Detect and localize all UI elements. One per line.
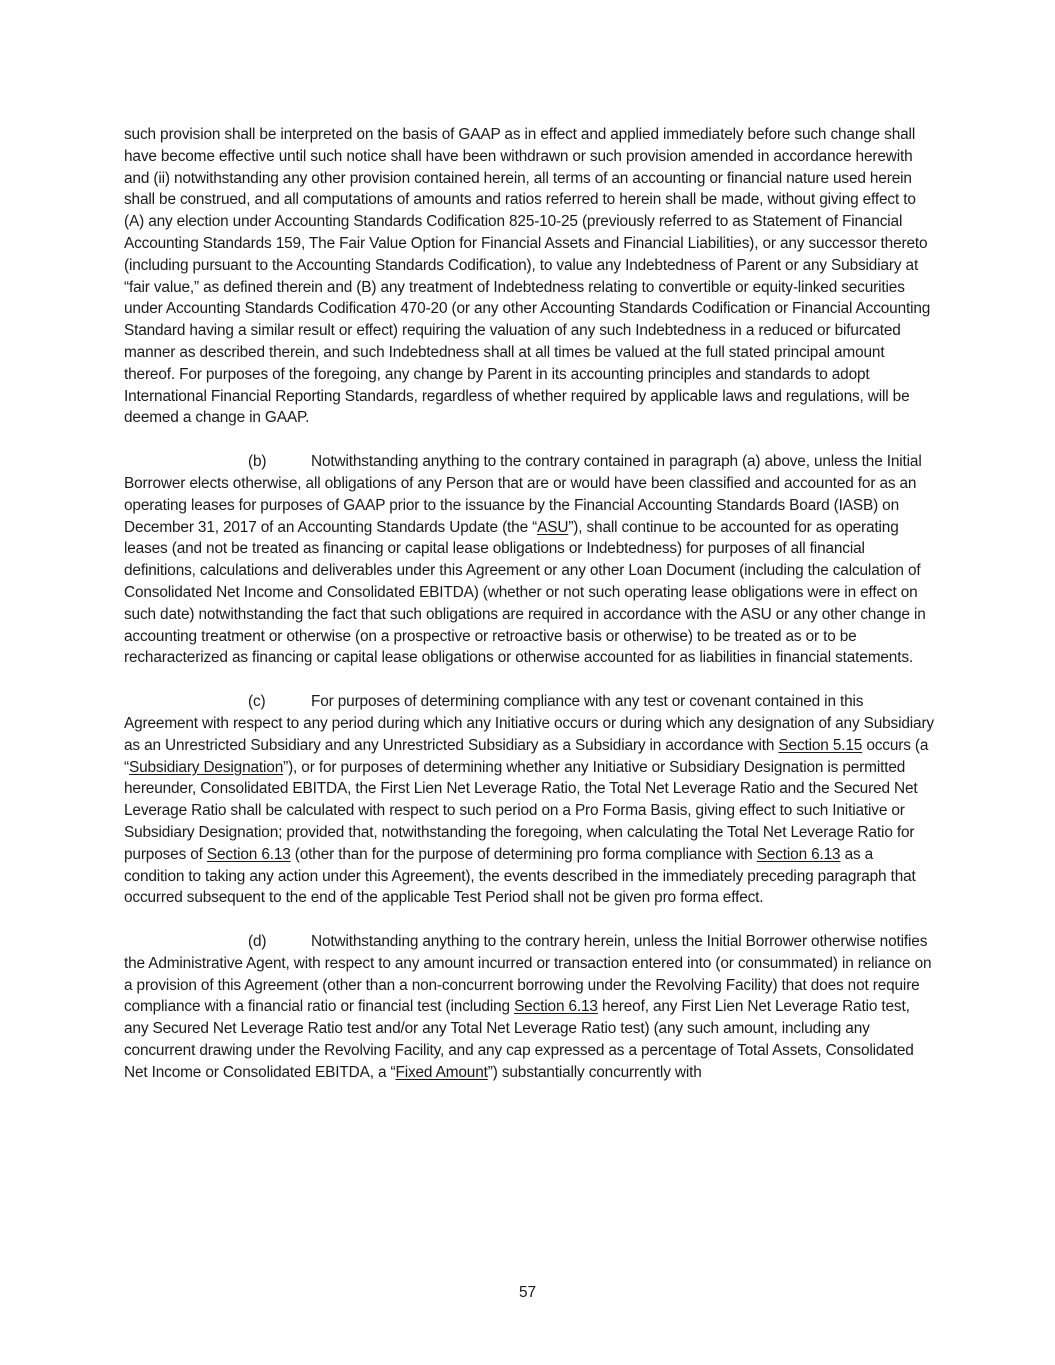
paragraph-c-text-4: (other than for the purpose of determining pro forma compliance with [290, 845, 757, 863]
section-reference-5-15: Section 5.15 [778, 736, 863, 754]
section-reference-6-13: Section 6.13 [756, 845, 841, 863]
paragraph-d-marker: (d) [248, 933, 267, 951]
page-number: 57 [518, 1284, 537, 1301]
paragraph-b [124, 451, 936, 669]
paragraph-c-text-5: as a condition to taking any action under this Agreement), the events described in the immediately preceding paragraph that occurred subsequent to the end of the applicable Test Period shall not be given pro forma effect. [124, 845, 916, 907]
paragraph-c-text-1: For purposes of determining compliance with any test or covenant contained in this Agreement with respect to any period during which any Initiative occurs or during which any designation of any Subsidiary as an Unrestricted Subsidiary and any Unrestricted Subsidiary as a Subsidiary in accordance with [124, 693, 934, 754]
paragraph-spacer [124, 909, 936, 931]
paragraph-d-text-2: hereof, any First Lien Net Leverage Ratio test, any Secured Net Leverage Ratio test and/or any Total Net Leverage Ratio test) (any such amount, including any concurrent drawing under the Revolving Facility, and any cap expressed as a percentage of Total Assets, Consolidated Net Income or Consolidated EBITDA, a “ [124, 998, 914, 1081]
document-body [124, 124, 936, 1084]
section-reference-6-13: Section 6.13 [514, 998, 598, 1016]
paragraph-spacer [124, 429, 936, 451]
paragraph-c-text-2: occurs (a “ [124, 736, 929, 776]
paragraph-d [124, 931, 936, 1084]
paragraph-spacer [124, 669, 936, 691]
paragraph-d-text-1: Notwithstanding anything to the contrary herein, unless the Initial Borrower otherwise notifies the Administrative Agent, with respect to any amount incurred or transaction entered into (or consummated) in reliance on a provision of this Agreement (other than a non-concurrent borrowing under the Revolving Facility) that does not require compliance with a financial ratio or financial test (including [124, 933, 932, 1016]
paragraph-a-continuation: such provision shall be interpreted on the basis of GAAP as in effect and applied immediately before such change shall have become effective until such notice shall have been withdrawn or such provision amended in accordance herewith and (ii) notwithstanding any other provision contained herein, all terms of an accounting or financial nature used herein shall be construed, and all computations of amounts and ratios referred to herein shall be made, without giving effect to (A) any election under Accounting Standards Codification 825-10-25 (previously referred to as Statement of Financial Accounting Standards 159, The Fair Value Option for Financial Assets and Financial Liabilities), or any successor thereto (including pursuant to the Accounting Standards Codification), to value any Indebtedness of Parent or any Subsidiary at “fair value,” as defined therein and (B) any treatment of Indebtedness relating to convertible or equity-linked securities under Accounting Standards Codification 470-20 (or any other Accounting Standards Codification or Financial Accounting Standard having a similar result or effect) requiring the valuation of any such Indebtedness in a reduced or bifurcated manner as described therein, and such Indebtedness shall at all times be valued at the full stated principal amount thereof. For purposes of the foregoing, any change by Parent in its accounting principles and standards to adopt International Financial Reporting Standards, regardless of whether required by applicable laws and regulations, will be deemed a change in GAAP. [124, 126, 931, 427]
paragraph-b-text-2: ”), shall continue to be accounted for as operating leases (and not be treated as financing or capital lease obligations or Indebtedness) for purposes of all financial definitions, calculations and deliverables under this Agreement or any other Loan Document (including the calculation of Consolidated Net Income and Consolidated EBITDA) (whether or not such operating lease obligations were in effect on such date) notwithstanding the fact that such obligations are required in accordance with the ASU or any other change in accounting treatment or otherwise (on a prospective or retroactive basis or otherwise) to be treated as or to be recharacterized as financing or capital lease obligations or otherwise accounted for as liabilities in financial statements. [124, 518, 926, 667]
paragraph-b-text-1: Notwithstanding anything to the contrary contained in paragraph (a) above, unless the Initial Borrower elects otherwise, all obligations of any Person that are or would have been classified and accounted for as an operating leases for purposes of GAAP prior to the issuance by the Financial Accounting Standards Board (IASB) on December 31, 2017 of an Accounting Standards Update (the “ [124, 453, 922, 536]
paragraph-c-text-3: ”), or for purposes of determining whether any Initiative or Subsidiary Designation is permitted hereunder, Consolidated EBITDA, the First Lien Net Leverage Ratio, the Total Net Leverage Ratio and the Secured Net Leverage Ratio shall be calculated with respect to such period on a Pro Forma Basis, giving effect to such Initiative or Subsidiary Designation; provided that, notwithstanding the foregoing, when calculating the Total Net Leverage Ratio for purposes of [124, 758, 918, 863]
defined-term-asu: ASU [537, 518, 569, 536]
section-reference-6-13: Section 6.13 [206, 845, 291, 863]
defined-term-subsidiary-designation: Subsidiary Designation [128, 758, 284, 776]
defined-term-fixed-amount: Fixed Amount [395, 1063, 488, 1081]
paragraph-c-marker: (c) [248, 693, 266, 711]
paragraph-b-marker: (b) [248, 453, 267, 471]
paragraph-d-text-3: ”) substantially concurrently with [487, 1063, 702, 1081]
paragraph-c [124, 691, 936, 909]
